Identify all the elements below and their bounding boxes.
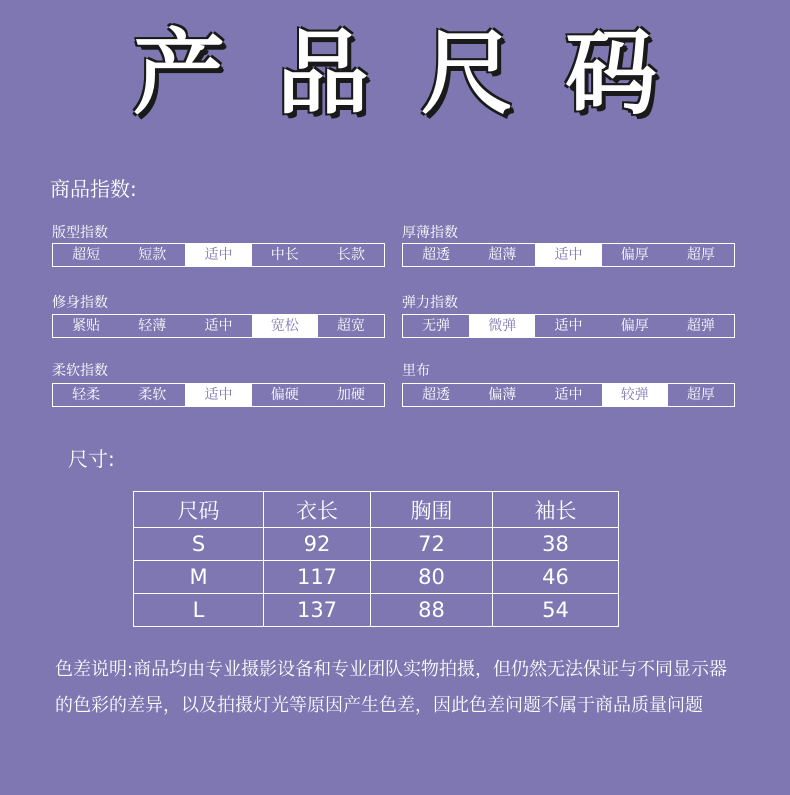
scale-option: 微弹 [469, 315, 535, 337]
table-cell: 38 [493, 528, 619, 561]
scale-option: 轻薄 [138, 318, 167, 334]
color-difference-note: 色差说明:商品均由专业摄影设备和专业团队实物拍摄，但仍然无法保证与不同显示器的色彩的差异，以及拍摄灯光等原因产生色差，因此色差问题不属于商品质量问题 [55, 659, 728, 716]
table-row [134, 594, 619, 627]
table-header-cell: 胸围 [371, 492, 493, 528]
scale-option: 宽松 [252, 315, 318, 337]
scale-option: 超透 [422, 387, 451, 403]
scale-option: 偏厚 [620, 247, 649, 263]
index-label-lining: 里布 [402, 363, 430, 379]
scale-option: 超厚 [686, 247, 715, 263]
table-header-cell: 尺码 [134, 492, 264, 528]
scale-option: 适中 [185, 244, 251, 266]
scale-option: 柔软 [138, 387, 167, 403]
page-title: 产品尺码 [132, 19, 709, 127]
scale-option: 超短 [72, 247, 101, 263]
scale-option: 适中 [185, 384, 251, 406]
scale-option: 适中 [204, 318, 233, 334]
table-cell: 46 [493, 561, 619, 594]
scale-option: 轻柔 [72, 387, 101, 403]
scale-option: 适中 [554, 387, 583, 403]
table-cell: M [134, 561, 264, 594]
table-header-cell: 衣长 [264, 492, 371, 528]
scale-option: 长款 [336, 247, 365, 263]
index-scale-softness [52, 383, 385, 407]
table-header-row [134, 492, 619, 528]
scale-option: 短款 [138, 247, 167, 263]
scale-option: 中长 [270, 247, 299, 263]
scale-option: 超薄 [488, 247, 517, 263]
index-scale-elastic [402, 314, 735, 338]
scale-option: 偏硬 [270, 387, 299, 403]
table-cell: 72 [371, 528, 493, 561]
scale-option: 偏厚 [620, 318, 649, 334]
table-cell: 88 [371, 594, 493, 627]
index-scale-fit [52, 243, 385, 267]
table-row [134, 561, 619, 594]
scale-option: 无弹 [422, 318, 451, 334]
table-cell: 54 [493, 594, 619, 627]
table-cell: 117 [264, 561, 371, 594]
table-row [134, 528, 619, 561]
size-heading: 尺寸: [68, 447, 115, 471]
index-heading: 商品指数: [50, 177, 137, 201]
size-table [133, 491, 619, 627]
scale-option: 超宽 [336, 318, 365, 334]
index-label-softness: 柔软指数 [52, 363, 108, 379]
index-label-slim: 修身指数 [52, 295, 108, 311]
scale-option: 适中 [535, 244, 601, 266]
scale-option: 加硬 [336, 387, 365, 403]
table-cell: S [134, 528, 264, 561]
scale-option: 超厚 [686, 387, 715, 403]
scale-option: 偏薄 [488, 387, 517, 403]
index-scale-lining [402, 383, 735, 407]
scale-option: 超透 [422, 247, 451, 263]
scale-option: 超弹 [686, 318, 715, 334]
scale-option: 较弹 [602, 384, 668, 406]
table-cell: L [134, 594, 264, 627]
scale-option: 紧贴 [72, 318, 101, 334]
index-label-elastic: 弹力指数 [402, 295, 458, 311]
index-scale-slim [52, 314, 385, 338]
index-label-fit: 版型指数 [52, 225, 108, 241]
table-header-cell: 袖长 [493, 492, 619, 528]
index-scale-thickness [402, 243, 735, 267]
index-label-thickness: 厚薄指数 [402, 225, 458, 241]
table-cell: 80 [371, 561, 493, 594]
scale-option: 适中 [554, 318, 583, 334]
table-cell: 92 [264, 528, 371, 561]
table-cell: 137 [264, 594, 371, 627]
